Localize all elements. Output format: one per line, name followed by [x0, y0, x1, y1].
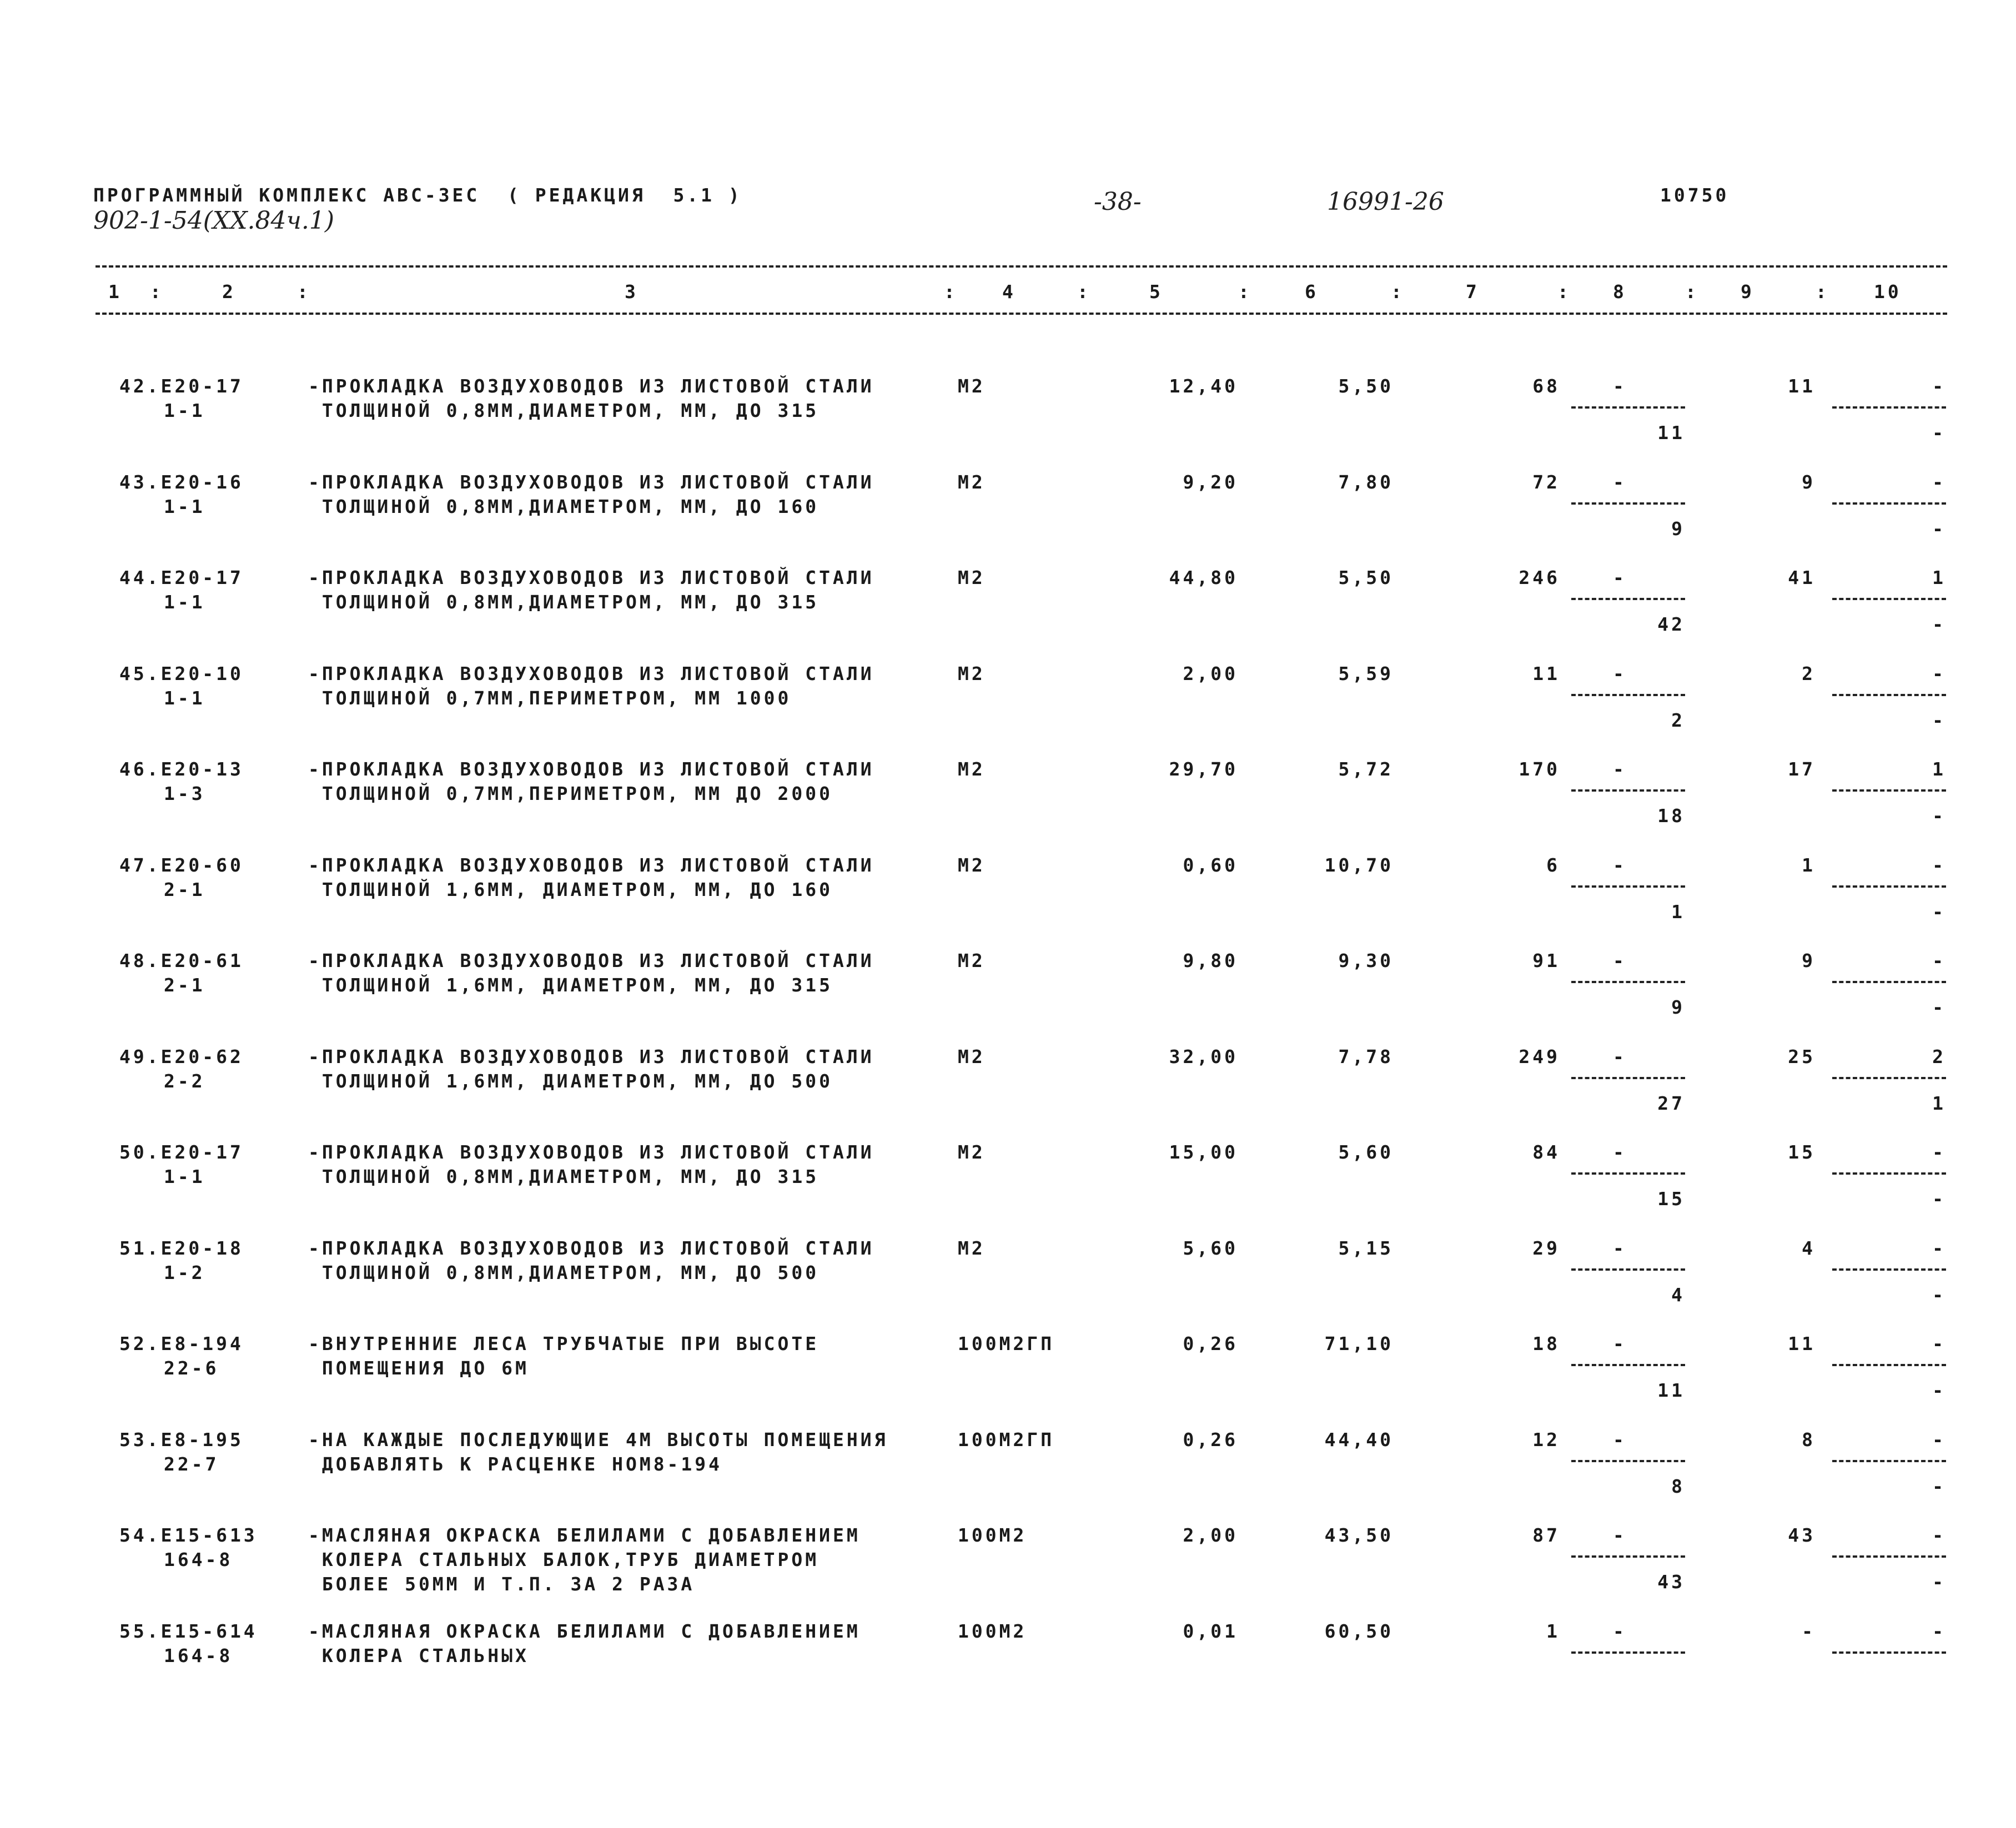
unit-of-measure: М2: [958, 854, 986, 876]
column-10-bottom: -: [1932, 613, 1946, 635]
item-description-line: -ПРОКЛАДКА ВОЗДУХОВОДОВ ИЗ ЛИСТОВОЙ СТАЛИ: [308, 1045, 874, 1067]
fraction-bar: [1571, 1172, 1685, 1175]
item-code: 53.Е8-195: [119, 1428, 244, 1451]
column-9-value: -: [1802, 1620, 1816, 1642]
quantity-value: 5,60: [1183, 1237, 1238, 1259]
column-8-top: -: [1613, 662, 1627, 684]
column-header-2: 2: [222, 281, 236, 303]
item-description-line: -ПРОКЛАДКА ВОЗДУХОВОДОВ ИЗ ЛИСТОВОЙ СТАЛИ: [308, 662, 874, 684]
column-8-top: -: [1613, 471, 1627, 493]
quantity-value: 12,40: [1169, 375, 1238, 397]
item-description-line: -МАСЛЯНАЯ ОКРАСКА БЕЛИЛАМИ С ДОБАВЛЕНИЕМ: [308, 1524, 861, 1546]
column-separator: :: [1238, 281, 1252, 303]
table-row: [0, 950, 2016, 1045]
column-8-bottom: 9: [1671, 996, 1685, 1018]
item-code: 47.Е20-60: [119, 854, 244, 876]
column-9-value: 17: [1788, 758, 1816, 780]
handwritten-document-number: 16991-26: [1327, 188, 1444, 216]
column-10-top: -: [1932, 854, 1946, 876]
item-sub-code: 1-1: [164, 687, 205, 709]
item-sub-code: 164-8: [164, 1644, 233, 1666]
quantity-value: 2,00: [1183, 1524, 1238, 1546]
item-code: 48.Е20-61: [119, 950, 244, 971]
item-code: 43.Е20-16: [119, 471, 244, 493]
column-10-top: -: [1932, 662, 1946, 684]
item-sub-code: 1-1: [164, 591, 205, 613]
column-9-value: 2: [1802, 662, 1816, 684]
table-row: [0, 375, 2016, 471]
unit-price-value: 5,50: [1338, 567, 1394, 588]
fraction-bar: [1571, 502, 1685, 505]
column-8-top: -: [1613, 1620, 1627, 1642]
column-8-bottom: 43: [1657, 1571, 1685, 1593]
column-8-top: -: [1613, 1524, 1627, 1546]
column-8-top: -: [1613, 567, 1627, 588]
column-8-top: -: [1613, 375, 1627, 397]
column-10-top: -: [1932, 1428, 1946, 1451]
table-row: [0, 1429, 2016, 1524]
item-sub-code: 2-1: [164, 974, 205, 996]
unit-price-value: 7,80: [1338, 471, 1394, 493]
column-9-value: 15: [1788, 1141, 1816, 1163]
item-sub-code: 22-7: [164, 1453, 219, 1475]
column-header-10: 10: [1874, 281, 1902, 303]
total-cost-value: 249: [1519, 1045, 1560, 1067]
column-9-value: 9: [1802, 471, 1816, 493]
item-code: 55.Е15-614: [119, 1620, 258, 1642]
unit-price-value: 5,59: [1338, 662, 1394, 684]
unit-of-measure: М2: [958, 662, 986, 684]
quantity-value: 0,26: [1183, 1428, 1238, 1451]
item-code: 50.Е20-17: [119, 1141, 244, 1163]
item-description-line: ПОМЕЩЕНИЯ ДО 6М: [308, 1357, 529, 1379]
column-separator: :: [944, 281, 958, 303]
fraction-bar: [1571, 981, 1685, 983]
unit-of-measure: М2: [958, 950, 986, 971]
column-8-bottom: 11: [1657, 1379, 1685, 1401]
unit-of-measure: М2: [958, 1045, 986, 1067]
item-description-line: БОЛЕЕ 50ММ И Т.П. ЗА 2 РАЗА: [308, 1573, 695, 1595]
item-description-line: -ПРОКЛАДКА ВОЗДУХОВОДОВ ИЗ ЛИСТОВОЙ СТАЛИ: [308, 471, 874, 493]
column-9-value: 43: [1788, 1524, 1816, 1546]
item-sub-code: 1-1: [164, 400, 205, 421]
total-cost-value: 12: [1532, 1428, 1560, 1451]
unit-of-measure: 100М2ГП: [958, 1333, 1055, 1354]
total-cost-value: 68: [1532, 375, 1560, 397]
column-8-bottom: 11: [1657, 422, 1685, 444]
item-code: 51.Е20-18: [119, 1237, 244, 1259]
unit-price-value: 5,50: [1338, 375, 1394, 397]
column-header-5: 5: [1149, 281, 1163, 303]
unit-of-measure: М2: [958, 758, 986, 780]
item-sub-code: 1-1: [164, 1166, 205, 1187]
column-8-bottom: 4: [1671, 1283, 1685, 1306]
fraction-bar: [1571, 1460, 1685, 1462]
column-10-bottom: -: [1932, 996, 1946, 1018]
table-row: [0, 1141, 2016, 1237]
column-10-top: 1: [1932, 567, 1946, 588]
fraction-bar: [1571, 789, 1685, 792]
table-row: [0, 1524, 2016, 1620]
column-8-top: -: [1613, 1237, 1627, 1259]
column-10-bottom: -: [1932, 1283, 1946, 1306]
unit-price-value: 9,30: [1338, 950, 1394, 971]
fraction-bar: [1571, 1077, 1685, 1079]
table-top-rule: [95, 265, 1947, 268]
fraction-bar: [1832, 1077, 1946, 1079]
item-code: 52.Е8-194: [119, 1333, 244, 1354]
column-header-8: 8: [1613, 281, 1627, 303]
fraction-bar: [1832, 1172, 1946, 1175]
quantity-value: 32,00: [1169, 1045, 1238, 1067]
table-row: [0, 567, 2016, 662]
fraction-bar: [1832, 406, 1946, 409]
unit-price-value: 7,78: [1338, 1045, 1394, 1067]
item-code: 46.Е20-13: [119, 758, 244, 780]
fraction-bar: [1832, 1555, 1946, 1558]
column-9-value: 9: [1802, 950, 1816, 971]
total-cost-value: 84: [1532, 1141, 1560, 1163]
column-10-top: -: [1932, 471, 1946, 493]
fraction-bar: [1571, 1651, 1685, 1654]
item-description-line: -МАСЛЯНАЯ ОКРАСКА БЕЛИЛАМИ С ДОБАВЛЕНИЕМ: [308, 1620, 861, 1642]
quantity-value: 15,00: [1169, 1141, 1238, 1163]
fraction-bar: [1571, 1268, 1685, 1271]
column-10-bottom: -: [1932, 1379, 1946, 1401]
unit-of-measure: М2: [958, 375, 986, 397]
column-8-top: -: [1613, 758, 1627, 780]
quantity-value: 9,20: [1183, 471, 1238, 493]
item-code: 44.Е20-17: [119, 567, 244, 588]
fraction-bar: [1832, 598, 1946, 600]
column-8-top: -: [1613, 854, 1627, 876]
table-row: [0, 1620, 2016, 1716]
column-header-1: 1: [108, 281, 122, 303]
item-description-line: ТОЛЩИНОЙ 0,8ММ,ДИАМЕТРОМ, ММ, ДО 315: [308, 591, 820, 613]
column-8-bottom: 15: [1657, 1188, 1685, 1210]
unit-of-measure: М2: [958, 1237, 986, 1259]
fraction-bar: [1832, 502, 1946, 505]
item-description-line: КОЛЕРА СТАЛЬНЫХ: [308, 1644, 529, 1666]
item-sub-code: 1-3: [164, 783, 205, 804]
total-cost-value: 246: [1519, 567, 1560, 588]
table-header-rule: [95, 313, 1947, 315]
table-row: [0, 1333, 2016, 1428]
fraction-bar: [1832, 694, 1946, 696]
column-10-bottom: 1: [1932, 1092, 1946, 1114]
quantity-value: 9,80: [1183, 950, 1238, 971]
column-separator: :: [1077, 281, 1091, 303]
item-sub-code: 1-2: [164, 1261, 205, 1283]
item-description-line: -ПРОКЛАДКА ВОЗДУХОВОДОВ ИЗ ЛИСТОВОЙ СТАЛИ: [308, 854, 874, 876]
fraction-bar: [1832, 885, 1946, 888]
unit-price-value: 71,10: [1324, 1333, 1394, 1354]
column-header-3: 3: [625, 281, 639, 303]
column-8-bottom: 8: [1671, 1475, 1685, 1497]
column-8-bottom: 1: [1671, 900, 1685, 923]
column-separator: :: [1816, 281, 1829, 303]
column-separator: :: [1685, 281, 1699, 303]
table-row: [0, 854, 2016, 950]
column-8-top: -: [1613, 950, 1627, 971]
item-sub-code: 2-2: [164, 1070, 205, 1092]
fraction-bar: [1571, 406, 1685, 409]
item-description-line: -ПРОКЛАДКА ВОЗДУХОВОДОВ ИЗ ЛИСТОВОЙ СТАЛИ: [308, 375, 874, 397]
quantity-value: 44,80: [1169, 567, 1238, 588]
column-separator: :: [150, 281, 164, 303]
column-10-top: -: [1932, 1524, 1946, 1546]
item-code: 45.Е20-10: [119, 662, 244, 684]
quantity-value: 29,70: [1169, 758, 1238, 780]
unit-price-value: 5,72: [1338, 758, 1394, 780]
column-header-6: 6: [1305, 281, 1319, 303]
item-description-line: КОЛЕРА СТАЛЬНЫХ БАЛОК,ТРУБ ДИАМЕТРОМ: [308, 1549, 820, 1570]
total-cost-value: 87: [1532, 1524, 1560, 1546]
column-10-top: -: [1932, 1141, 1946, 1163]
column-10-bottom: -: [1932, 1188, 1946, 1210]
column-10-bottom: -: [1932, 422, 1946, 444]
unit-price-value: 43,50: [1324, 1524, 1394, 1546]
column-9-value: 1: [1802, 854, 1816, 876]
column-header-7: 7: [1466, 281, 1480, 303]
item-sub-code: 22-6: [164, 1357, 219, 1379]
unit-of-measure: 100М2: [958, 1620, 1027, 1642]
fraction-bar: [1571, 1364, 1685, 1366]
fraction-bar: [1571, 1555, 1685, 1558]
column-8-bottom: 18: [1657, 805, 1685, 827]
column-10-bottom: -: [1932, 709, 1946, 731]
column-10-top: -: [1932, 375, 1946, 397]
quantity-value: 0,60: [1183, 854, 1238, 876]
item-sub-code: 2-1: [164, 878, 205, 900]
fraction-bar: [1571, 885, 1685, 888]
column-header-4: 4: [1002, 281, 1016, 303]
column-10-top: -: [1932, 950, 1946, 971]
column-10-bottom: -: [1932, 1475, 1946, 1497]
item-code: 49.Е20-62: [119, 1045, 244, 1067]
column-8-top: -: [1613, 1045, 1627, 1067]
column-9-value: 11: [1788, 1333, 1816, 1354]
item-code: 54.Е15-613: [119, 1524, 258, 1546]
column-9-value: 41: [1788, 567, 1816, 588]
column-10-top: 1: [1932, 758, 1946, 780]
fraction-bar: [1832, 1651, 1946, 1654]
item-description-line: ТОЛЩИНОЙ 0,8ММ,ДИАМЕТРОМ, ММ, ДО 160: [308, 495, 820, 517]
column-9-value: 4: [1802, 1237, 1816, 1259]
column-8-bottom: 9: [1671, 517, 1685, 540]
item-description-line: -ВНУТРЕННИЕ ЛЕСА ТРУБЧАТЫЕ ПРИ ВЫСОТЕ: [308, 1333, 820, 1354]
quantity-value: 0,26: [1183, 1333, 1238, 1354]
column-8-bottom: 27: [1657, 1092, 1685, 1114]
column-10-top: -: [1932, 1333, 1946, 1354]
item-description-line: ТОЛЩИНОЙ 0,7ММ,ПЕРИМЕТРОМ, ММ ДО 2000: [308, 783, 833, 804]
column-9-value: 11: [1788, 375, 1816, 397]
item-code: 42.Е20-17: [119, 375, 244, 397]
fraction-bar: [1832, 789, 1946, 792]
item-description-line: -НА КАЖДЫЕ ПОСЛЕДУЮЩИЕ 4М ВЫСОТЫ ПОМЕЩЕНИЯ: [308, 1428, 888, 1451]
column-separator: :: [1557, 281, 1571, 303]
unit-price-value: 5,60: [1338, 1141, 1394, 1163]
item-description-line: ТОЛЩИНОЙ 0,7ММ,ПЕРИМЕТРОМ, ММ 1000: [308, 687, 792, 709]
table-row: [0, 1237, 2016, 1333]
total-cost-value: 91: [1532, 950, 1560, 971]
column-header-9: 9: [1741, 281, 1754, 303]
program-header: ПРОГРАММНЫЙ КОМПЛЕКС АВС-ЗЕС ( РЕДАКЦИЯ 5.1 ): [93, 184, 742, 206]
item-description-line: -ПРОКЛАДКА ВОЗДУХОВОДОВ ИЗ ЛИСТОВОЙ СТАЛИ: [308, 1141, 874, 1163]
total-cost-value: 72: [1532, 471, 1560, 493]
column-separator: :: [1391, 281, 1405, 303]
column-9-value: 8: [1802, 1428, 1816, 1451]
total-cost-value: 18: [1532, 1333, 1560, 1354]
column-10-top: -: [1932, 1237, 1946, 1259]
column-8-top: -: [1613, 1141, 1627, 1163]
item-sub-code: 1-1: [164, 495, 205, 517]
column-9-value: 25: [1788, 1045, 1816, 1067]
fraction-bar: [1832, 1268, 1946, 1271]
unit-of-measure: М2: [958, 471, 986, 493]
unit-price-value: 44,40: [1324, 1428, 1394, 1451]
item-sub-code: 164-8: [164, 1549, 233, 1570]
column-10-top: -: [1932, 1620, 1946, 1642]
item-description-line: -ПРОКЛАДКА ВОЗДУХОВОДОВ ИЗ ЛИСТОВОЙ СТАЛИ: [308, 758, 874, 780]
item-description-line: ТОЛЩИНОЙ 1,6ММ, ДИАМЕТРОМ, ММ, ДО 500: [308, 1070, 833, 1092]
unit-of-measure: 100М2ГП: [958, 1428, 1055, 1451]
item-description-line: ТОЛЩИНОЙ 1,6ММ, ДИАМЕТРОМ, ММ, ДО 315: [308, 974, 833, 996]
table-row: [0, 663, 2016, 758]
unit-of-measure: 100М2: [958, 1524, 1027, 1546]
item-description-line: -ПРОКЛАДКА ВОЗДУХОВОДОВ ИЗ ЛИСТОВОЙ СТАЛИ: [308, 1237, 874, 1259]
column-10-bottom: -: [1932, 805, 1946, 827]
table-row: [0, 758, 2016, 854]
quantity-value: 0,01: [1183, 1620, 1238, 1642]
unit-price-value: 5,15: [1338, 1237, 1394, 1259]
total-cost-value: 6: [1546, 854, 1560, 876]
item-description-line: ТОЛЩИНОЙ 0,8ММ,ДИАМЕТРОМ, ММ, ДО 315: [308, 1166, 820, 1187]
unit-of-measure: М2: [958, 1141, 986, 1163]
fraction-bar: [1571, 598, 1685, 600]
fraction-bar: [1832, 1364, 1946, 1366]
column-8-bottom: 42: [1657, 613, 1685, 635]
total-cost-value: 29: [1532, 1237, 1560, 1259]
column-10-bottom: -: [1932, 1571, 1946, 1593]
unit-price-value: 10,70: [1324, 854, 1394, 876]
handwritten-project-code: 902-1-54(ХХ.84ч.1): [93, 207, 335, 235]
item-description-line: ТОЛЩИНОЙ 1,6ММ, ДИАМЕТРОМ, ММ, ДО 160: [308, 878, 833, 900]
total-cost-value: 1: [1546, 1620, 1560, 1642]
unit-price-value: 60,50: [1324, 1620, 1394, 1642]
page-number: -38-: [1094, 188, 1142, 216]
document-number: 10750: [1660, 184, 1730, 206]
item-description-line: ТОЛЩИНОЙ 0,8ММ,ДИАМЕТРОМ, ММ, ДО 315: [308, 400, 820, 421]
column-8-bottom: 2: [1671, 709, 1685, 731]
column-10-top: 2: [1932, 1045, 1946, 1067]
total-cost-value: 11: [1532, 662, 1560, 684]
item-description-line: -ПРОКЛАДКА ВОЗДУХОВОДОВ ИЗ ЛИСТОВОЙ СТАЛИ: [308, 567, 874, 588]
item-description-line: -ПРОКЛАДКА ВОЗДУХОВОДОВ ИЗ ЛИСТОВОЙ СТАЛИ: [308, 950, 874, 971]
fraction-bar: [1571, 694, 1685, 696]
unit-of-measure: М2: [958, 567, 986, 588]
column-8-top: -: [1613, 1428, 1627, 1451]
table-row: [0, 471, 2016, 567]
fraction-bar: [1832, 981, 1946, 983]
column-10-bottom: -: [1932, 900, 1946, 923]
item-description-line: ТОЛЩИНОЙ 0,8ММ,ДИАМЕТРОМ, ММ, ДО 500: [308, 1261, 820, 1283]
fraction-bar: [1832, 1460, 1946, 1462]
column-10-bottom: -: [1932, 517, 1946, 540]
item-description-line: ДОБАВЛЯТЬ К РАСЦЕНКЕ НОМ8-194: [308, 1453, 723, 1475]
total-cost-value: 170: [1519, 758, 1560, 780]
table-row: [0, 1046, 2016, 1141]
column-separator: :: [297, 281, 311, 303]
column-8-top: -: [1613, 1333, 1627, 1354]
quantity-value: 2,00: [1183, 662, 1238, 684]
